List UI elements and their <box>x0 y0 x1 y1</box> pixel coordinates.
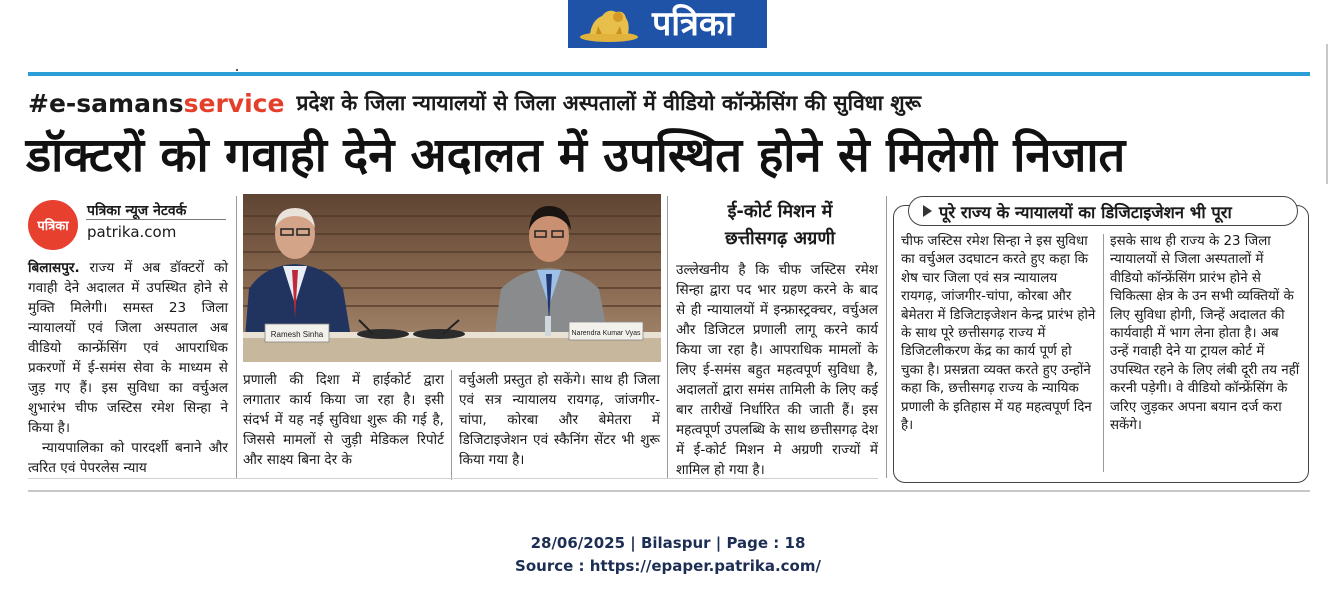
article-column-3: वर्चुअली प्रस्तुत हो सकेंगे। साथ ही जिला एवं सत्र न्यायालय रायगढ़, जांजगीर-चांपा, कोरबा और बेमेतरा में डिजिटाइजेशन एवं स्कैनिंग सेंटर भी शुरू किया गया है। <box>459 372 660 468</box>
article-paragraph <box>28 258 228 438</box>
box-column-divider <box>1103 234 1104 472</box>
page-edge-rule <box>1326 44 1328 184</box>
boxed-story-title-text: पूरे राज्य के न्यायालयों का डिजिटाइजेशन भी पूरा <box>939 202 1232 222</box>
column-divider <box>886 196 887 478</box>
byline-network: पत्रिका न्यूज नेटवर्क <box>87 203 187 219</box>
patrika-logo-badge: पत्रिका <box>28 200 78 250</box>
column-divider <box>667 196 668 478</box>
kicker-service: service <box>183 88 285 118</box>
boxed-story-title <box>908 196 1298 226</box>
masthead-logo <box>568 0 767 48</box>
headline: डॉक्टरों को गवाही देने अदालत में उपस्थित होने से मिलेगी निजात <box>26 128 1126 183</box>
event-photo <box>243 194 661 362</box>
footer-date-page: 28/06/2025 | Bilaspur | Page : 18 <box>530 534 806 552</box>
column-divider <box>451 370 452 480</box>
bottom-divider <box>28 490 1310 492</box>
ecourt-column: उल्लेखनीय है कि चीफ जस्टिस रमेश सिन्हा द्वारा पद भार ग्रहण करने के बाद से ही न्यायालयों में इन्फ्रास्ट्रक्चर, वर्चुअल और डिजिटल प्रणाली लागू करने कार्य किया जा रहा है। आपराधिक मामलों के लिए ई-समंस बहुत महत्वपूर्ण सुविधा है, अदालतों द्वारा समंस तामिली के लिए कई बार तारीखें निर्धारित की जाती हैं। इस महत्वपूर्ण उपलब्धि के साथ छत्तीसगढ़ देश में ई-कोर्ट मिशन मे अग्रणी राज्यों में शामिल हो गया है। <box>676 262 878 478</box>
kicker <box>28 88 921 118</box>
kicker-hash: # <box>28 88 49 118</box>
article-column-2: प्रणाली की दिशा में हाईकोर्ट द्वारा लगातार कार्य किया जा रहा है। इसी संदर्भ में यह नई सुविधा शुरू की गई है, जिससे मामलों से जुड़ी मेडिकल रिपोर्ट और साक्ष्य बिना देर के <box>243 372 444 468</box>
masthead-title: पत्रिका <box>652 4 734 44</box>
nameplate-right: Narendra Kumar Vyas <box>571 330 641 337</box>
boxed-story-column-1: चीफ जस्टिस रमेश सिन्हा ने इस सुविधा का वर्चुअल उदघाटन करते हुए कहा कि शेष चार जिला एवं सत्र न्यायालय रायगढ़, जांजगीर-चांपा, कोरबा और बेमेतरा में डिजिटाइजेशन केन्द्र प्रारंभ होने के साथ पूरे छत्तीसगढ़ राज्य में डिजिटलीकरण केंद्र का कार्य पूर्ण हो चुका है। प्रसन्नता व्यक्त करते हुए उन्होंने कहा कि, छत्तीसगढ़ राज्य के न्यायिक प्रणाली के इतिहास में यह महत्वपूर्ण दिन है। <box>901 234 1096 434</box>
print-mark <box>236 69 238 71</box>
boxed-story-column-2: इसके साथ ही राज्य के 23 जिला न्यायालयों से जिला अस्पतालों में वीडियो कॉन्फ्रेंसिंग प्रारंभ होने से चिकित्सा क्षेत्र के उन सभी व्यक्तियों के लिए सुविधा होगी, जिन्हें अदालत की कार्यवाही में भाग लेना होता है। अब उन्हें गवाही देने या ट्रायल कोर्ट में उपस्थित रहने के लिए लंबी दूरी तय नहीं करनी पड़ेगी। वे वीडियो कॉन्फ्रेंसिंग के जरिए जुड़कर अपना बयान दर्ज करा सकेंगे। <box>1110 234 1300 434</box>
kicker-e-samans: e-samans <box>48 88 184 118</box>
lion-emblem-icon <box>578 4 640 44</box>
dateline: बिलासपुर. <box>28 260 80 276</box>
article-text: राज्य में अब डॉक्टरों को गवाही देने अदालत में उपस्थित होने से मुक्ति मिलेगी। समस्त 23 जिला न्यायालयों एवं जिला अस्पताल अब वीडियो कान्फ्रेंसिंग एवं आपराधिक प्रकरणों में ई-समंस सेवा के माध्यम से जुड़ गए हैं। इस सुविधा का वर्चुअल शुभारंभ चीफ जस्टिस रमेश सिन्हा ने किया है। <box>28 260 228 436</box>
byline-divider <box>86 219 226 220</box>
kicker-subtitle: प्रदेश के जिला न्यायालयों से जिला अस्पतालों में वीडियो कॉन्फ्रेंसिंग की सुविधा शुरू <box>296 91 922 115</box>
footer-source: Source : https://epaper.patrika.com/ <box>515 557 821 575</box>
byline-website: patrika.com <box>87 223 177 241</box>
triangle-bullet-icon <box>923 205 932 217</box>
column-divider <box>236 196 237 478</box>
bottom-thin-rule <box>28 478 878 479</box>
ecourt-subheading: ई-कोर्ट मिशन में छत्तीसगढ़ अग्रणी <box>725 201 835 249</box>
nameplate-left: Ramesh Sinha <box>270 330 324 339</box>
article-column-1 <box>28 258 228 478</box>
top-divider <box>28 72 1310 76</box>
article-paragraph: न्यायपालिका को पारदर्शी बनाने और त्वरित एवं पेपरलेस न्याय <box>28 440 228 476</box>
